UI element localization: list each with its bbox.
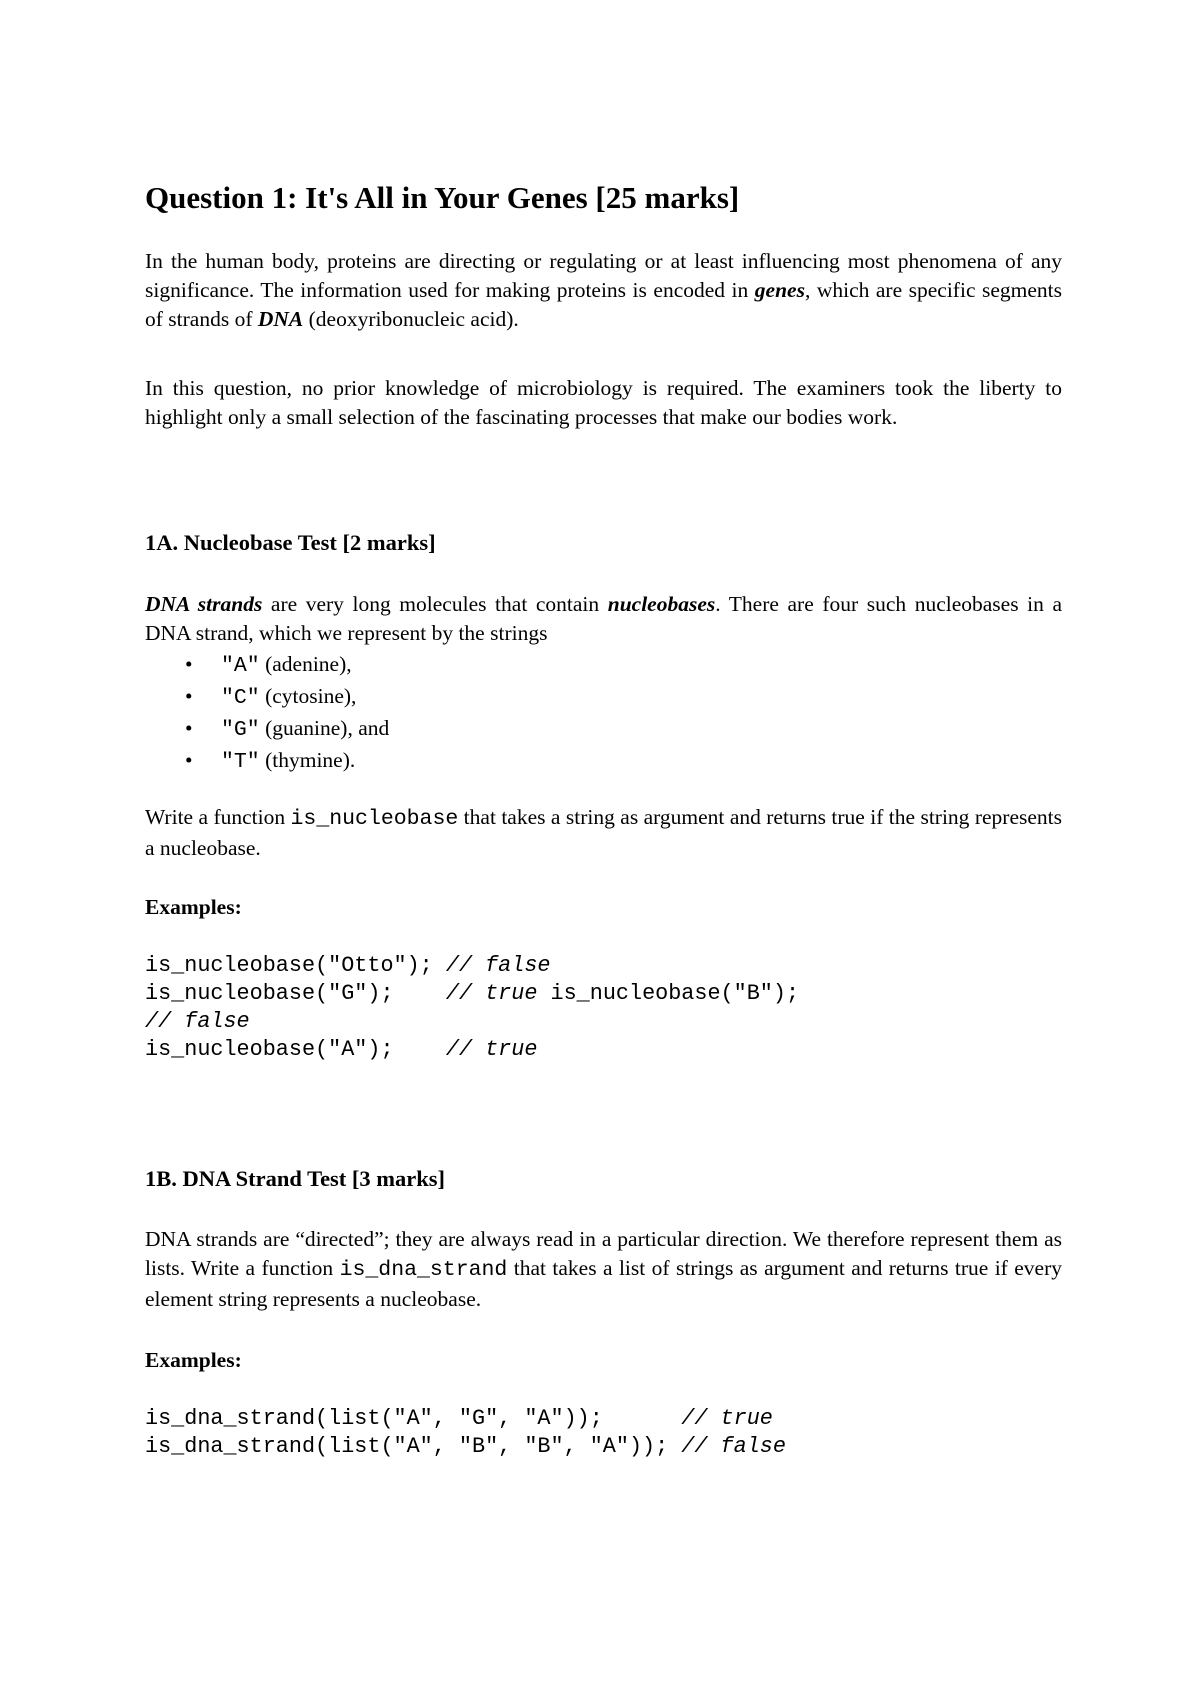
section-1b-heading: 1B. DNA Strand Test [3 marks] bbox=[145, 1166, 446, 1191]
code-line bbox=[145, 1433, 786, 1461]
intro-p1-text-b: , which are specific segments of strands of bbox=[145, 278, 1063, 331]
code-statement: is_dna_strand(list("A", "G", "A")); bbox=[145, 1406, 682, 1431]
nucleobase-name: (guanine), and bbox=[259, 716, 390, 740]
code-statement: is_nucleobase("A"); bbox=[145, 1037, 446, 1062]
section-1b-p1-text-b: that takes a list of strings as argument and returns true if every element string represents a nucleobase. bbox=[145, 1256, 1062, 1311]
intro-paragraph-2: In this question, no prior knowledge of microbiology is required. The examiners took the liberty to highlight only a small selection of the fascinating processes that make our bodies work. bbox=[145, 376, 1062, 429]
nucleobase-code: "T" bbox=[221, 750, 260, 774]
nucleobase-code: "G" bbox=[221, 718, 260, 742]
code-comment: // false bbox=[445, 953, 551, 978]
code-statement: is_nucleobase("Otto"); bbox=[145, 953, 446, 978]
code-line bbox=[145, 1008, 799, 1036]
intro-p1-text-c: (deoxyribonucleic acid). bbox=[303, 307, 519, 331]
section-1b-examples-label: Examples: bbox=[145, 1348, 242, 1372]
code-statement: is_nucleobase("B"); bbox=[537, 981, 800, 1006]
section-1a-code-block bbox=[145, 952, 799, 1064]
bullet-icon: • bbox=[185, 748, 193, 772]
code-comment: // false bbox=[681, 1434, 786, 1459]
list-item bbox=[145, 648, 1062, 680]
nucleobase-code: "A" bbox=[221, 654, 260, 678]
code-line bbox=[145, 952, 799, 980]
question-title: Question 1: It's All in Your Genes [25 marks] bbox=[145, 180, 740, 215]
nucleobase-code: "C" bbox=[221, 686, 260, 710]
section-1a-p1-text-b: . There are four such nucleobases in a DNA strand, which we represent by the strings bbox=[145, 592, 1063, 645]
term-dna-strands: DNA strands bbox=[145, 592, 263, 616]
term-nucleobases: nucleobases bbox=[607, 592, 716, 616]
list-item bbox=[145, 680, 1062, 712]
section-1b-p1-text-a: DNA strands are “directed”; they are always read in a particular direction. We therefore represent them as lists. Write a function bbox=[145, 1227, 1062, 1280]
intro-p1-text-a: In the human body, proteins are directing or regulating or at least influencing most phenomena of any significance. The information used for making proteins is encoded in bbox=[145, 249, 1062, 302]
code-statement: is_nucleobase("G"); bbox=[145, 981, 446, 1006]
section-1b-paragraph-1 bbox=[145, 1225, 1062, 1314]
section-1a-paragraph-2 bbox=[145, 803, 1062, 863]
bullet-icon: • bbox=[185, 716, 193, 740]
nucleobase-name: (thymine). bbox=[259, 748, 356, 772]
bullet-icon: • bbox=[185, 684, 193, 708]
code-comment: // true bbox=[445, 981, 538, 1006]
section-1a-p2-text-a: Write a function bbox=[145, 805, 291, 829]
function-name-is-nucleobase: is_nucleobase bbox=[290, 807, 459, 831]
intro-paragraph-1 bbox=[145, 247, 1062, 334]
section-1a-examples-label: Examples: bbox=[145, 895, 242, 919]
section-1a-heading: 1A. Nucleobase Test [2 marks] bbox=[145, 530, 436, 555]
section-1a-paragraph-1 bbox=[145, 590, 1062, 648]
function-name-is-dna-strand: is_dna_strand bbox=[339, 1258, 508, 1282]
code-comment: // true bbox=[681, 1406, 773, 1431]
code-line bbox=[145, 1405, 786, 1433]
nucleobase-name: (cytosine), bbox=[259, 684, 357, 708]
code-line bbox=[145, 1036, 799, 1064]
term-genes: genes bbox=[754, 278, 805, 302]
code-comment: // false bbox=[145, 1009, 250, 1034]
list-item bbox=[145, 712, 1062, 744]
section-1b-code-block bbox=[145, 1405, 786, 1461]
code-line bbox=[145, 980, 799, 1008]
nucleobase-list bbox=[145, 648, 1062, 776]
list-item bbox=[145, 744, 1062, 776]
bullet-icon: • bbox=[185, 652, 193, 676]
code-statement: is_dna_strand(list("A", "B", "B", "A")); bbox=[145, 1434, 682, 1459]
nucleobase-name: (adenine), bbox=[259, 652, 352, 676]
code-comment: // true bbox=[445, 1037, 538, 1062]
term-dna: DNA bbox=[257, 307, 304, 331]
section-1a-p1-text-a: are very long molecules that contain bbox=[262, 592, 608, 616]
section-1a-p2-text-b: that takes a string as argument and returns true if the string represents a nucleobase. bbox=[145, 805, 1063, 860]
